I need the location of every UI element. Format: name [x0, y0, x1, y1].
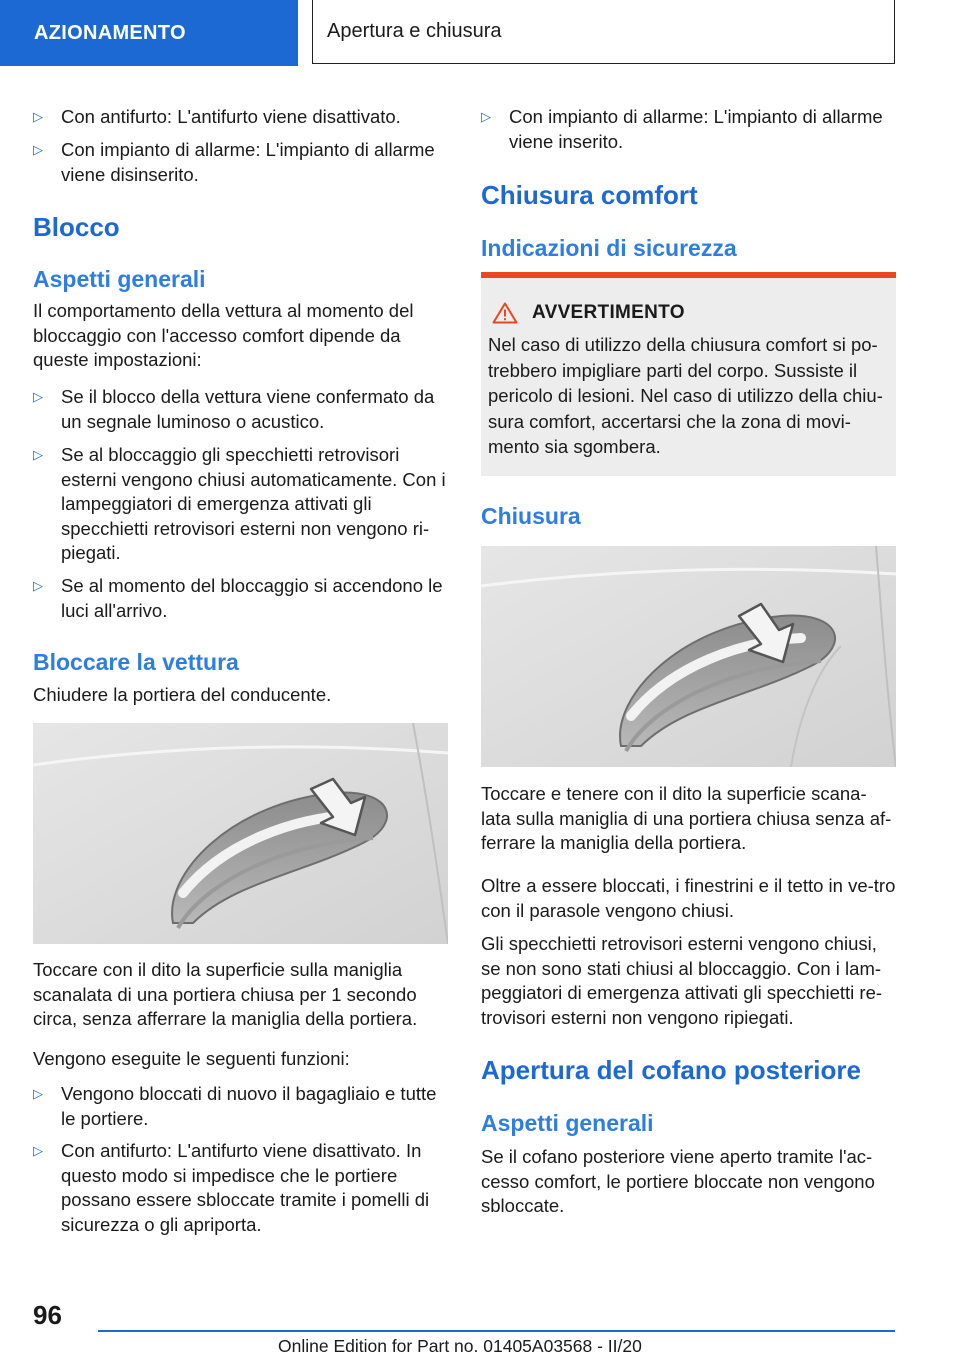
paragraph: Gli specchietti retrovisori esterni vengono chiusi, se non sono stati chiusi al bloccaggio. Con i lam-peggiatori di emergenza attivati gli specchietti re-trovisori esterni non vengono ripiegati.	[481, 933, 883, 1028]
list-item: ▷ Con impianto di allarme: L'impianto di allarme viene inserito.	[481, 106, 883, 152]
paragraph: Vengono eseguite le seguenti funzioni:	[33, 1048, 350, 1069]
door-handle-figure	[481, 546, 896, 767]
heading-chiusura-comfort: Chiusura comfort	[481, 180, 698, 210]
bullet-marker: ▷	[33, 1143, 43, 1158]
section-tab: AZIONAMENTO	[0, 0, 298, 66]
warning-title: AVVERTIMENTO	[532, 302, 685, 323]
footer-edition: Online Edition for Part no. 01405A03568 - II/20	[278, 1336, 642, 1356]
paragraph: Toccare con il dito la superficie sulla maniglia scanalata di una portiera chiusa per 1 secondo circa, senza afferrare la maniglia della portiera.	[33, 959, 418, 1029]
page-header	[0, 0, 960, 66]
heading-indicazioni-sicurezza: Indicazioni di sicurezza	[481, 235, 737, 261]
heading-aspetti-generali: Aspetti generali	[33, 266, 206, 292]
heading-blocco: Blocco	[33, 212, 120, 242]
list-item: ▷ Con antifurto: L'antifurto viene disattivato. In questo modo si impedisce che le portiere possano essere sbloccate tramite i pomelli di sicurezza o gli apriporta.	[33, 1140, 430, 1235]
footer-divider	[98, 1330, 895, 1332]
list-item: ▷ Con impianto di allarme: L'impianto di allarme viene disinserito.	[33, 139, 435, 185]
heading-bloccare-vettura: Bloccare la vettura	[33, 649, 239, 675]
list-item: ▷ Se il blocco della vettura viene confermato da un segnale luminoso o acustico.	[33, 386, 435, 432]
door-handle-figure	[33, 723, 448, 944]
warning-box	[481, 272, 896, 476]
door-handle-illustration	[33, 723, 448, 944]
warning-triangle-icon	[492, 302, 518, 324]
list-item: ▷ Con antifurto: L'antifurto viene disattivato.	[33, 105, 448, 130]
paragraph: Il comportamento della vettura al momento del bloccaggio con l'accesso comfort dipende da queste impostazioni:	[33, 300, 414, 370]
bullet-marker: ▷	[33, 578, 43, 593]
door-handle-illustration	[481, 546, 896, 767]
list-item: ▷ Vengono bloccati di nuovo il bagagliaio e tutte le portiere.	[33, 1083, 437, 1129]
paragraph: Oltre a essere bloccati, i finestrini e il tetto in ve-tro con il parasole vengono chiusi.	[481, 875, 896, 921]
paragraph: Toccare e tenere con il dito la superficie scana-lata sulla maniglia di una portiera chiusa senza af-ferrare la maniglia della portiera.	[481, 783, 892, 853]
bullet-marker: ▷	[33, 142, 43, 157]
paragraph: Chiudere la portiera del conducente.	[33, 684, 332, 705]
warning-heading	[488, 302, 888, 324]
chapter-title: Apertura e chiusura	[312, 0, 895, 64]
bullet-marker: ▷	[33, 1086, 43, 1101]
bullet-marker: ▷	[33, 447, 43, 462]
heading-apertura-cofano: Apertura del cofano posteriore	[481, 1055, 861, 1085]
bullet-marker: ▷	[33, 389, 43, 404]
list-item: ▷ Se al momento del bloccaggio si accendono le luci all'arrivo.	[33, 575, 443, 621]
list-item: ▷ Se al bloccaggio gli specchietti retrovisori esterni vengono chiusi automaticamente. Con i lampeggiatori di emergenza attivati gli specchietti retrovisori esterni non vengono ri-piegati.	[33, 444, 446, 563]
warning-text: Nel caso di utilizzo della chiusura comfort si po-trebbero impigliare parti del corpo. Sussiste il pericolo di lesioni. Nel caso di utilizzo della chiu-sura comfort, accertarsi che la zona di movi-mento sia sgombera.	[488, 334, 883, 457]
heading-aspetti-generali: Aspetti generali	[481, 1110, 654, 1136]
paragraph: Se il cofano posteriore viene aperto tramite l'ac-cesso comfort, le portiere bloccate non vengono sbloccate.	[481, 1146, 875, 1216]
bullet-marker: ▷	[33, 109, 43, 124]
heading-chiusura: Chiusura	[481, 503, 581, 529]
page-number: 96	[33, 1300, 62, 1330]
bullet-marker: ▷	[481, 109, 491, 124]
